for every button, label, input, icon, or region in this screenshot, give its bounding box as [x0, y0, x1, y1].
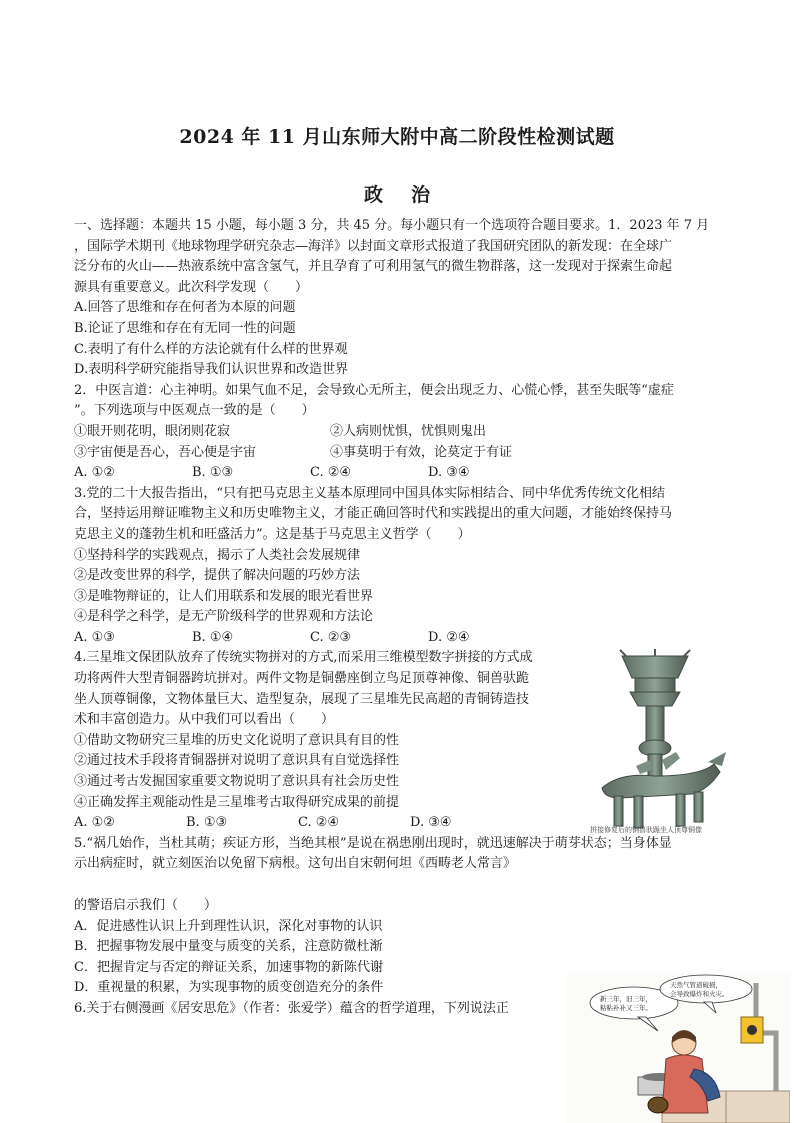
bubble-left-line-1: 新三年，旧三年，	[600, 995, 652, 1003]
q4-stem-line: 坐人顶尊铜像，文物体量巨大、造型复杂，展现了三星堆先民高超的青铜铸造技	[74, 691, 530, 707]
q2-stem-line: ”。下列选项与中医观点一致的是（ ）	[74, 403, 315, 419]
q3-item: ①坚持科学的实践观点，揭示了人类社会发展规律	[74, 547, 361, 563]
q3-answer-b: B. ①④	[192, 629, 234, 645]
q5-stem-line: 的警语启示我们（ ）	[74, 898, 218, 913]
q4-answer-b: B. ①③	[186, 815, 228, 831]
q1-option-b: B.论证了思维和存在有无同一性的问题	[74, 320, 296, 336]
bubble-right-line-2: 会导致爆炸和火灾。	[670, 990, 729, 998]
q4-answer-c: C. ②④	[298, 815, 340, 831]
intro-line: 泛分布的火山——热液系统中富含氢气，并且孕育了可利用氢气的微生物群落，这一发现对于探索生命起	[74, 259, 673, 275]
q3-answers-row	[74, 628, 786, 649]
bronze-figure-caption: 拼接修复后的铜兽驮跪坐人顶尊铜像	[590, 826, 702, 834]
page-title: 2024 年 11 月山东师大附中高二阶段性检测试题	[179, 126, 615, 148]
q5-option-b: B．把握事物发展中量变与质变的关系，注意防微杜渐	[74, 939, 383, 955]
q1-option-a: A.回答了思维和存在何者为本原的问题	[74, 300, 296, 316]
intro-line: 源具有重要意义。此次科学发现（ ）	[74, 279, 309, 295]
q4-stem-line: 4.三星堆文保团队放弃了传统实物拼对的方式,而采用三维模型数字拼接的方式成	[74, 650, 533, 666]
q2-item: ④事莫明于有效，论莫定于有证	[330, 444, 513, 460]
q2-items-row	[74, 443, 786, 464]
q3-stem-line: 3.党的二十大报告指出，“只有把马克思主义基本原理同中国具体实际相结合、同中华优秀传统文化相结	[74, 485, 666, 501]
q4-answer-d: D. ③④	[410, 815, 452, 831]
q2-answer-d: D. ③④	[428, 465, 470, 481]
q3-item: ④是科学之科学，是无产阶级科学的世界观和方法论	[74, 609, 374, 625]
q2-items-row	[74, 422, 786, 443]
q4-item: ①借助文物研究三星堆的历史文化说明了意识具有目的性	[74, 732, 400, 748]
q2-item: ②人病则忧惧，忧惧则鬼出	[330, 423, 487, 439]
q2-item: ③宇宙便是吾心，吾心便是宇宙	[74, 444, 257, 460]
q3-answer-d: D. ②④	[428, 629, 470, 645]
q3-answer-c: C. ②③	[310, 629, 352, 645]
cartoon-image	[566, 973, 790, 1123]
q2-answer-a: A. ①②	[74, 465, 115, 481]
question-3	[74, 484, 786, 649]
q3-item: ③是唯物辩证的，让人们用联系和发展的眼光看世界	[74, 588, 374, 604]
q2-answers-row	[74, 463, 786, 484]
q2-item: ①眼开则花明，眼闭则花寂	[74, 423, 231, 439]
q5-option-c: C．把握肯定与否定的辩证关系，加速事物的新陈代谢	[74, 959, 383, 975]
q5-option-a: A．促进感性认识上升到理性认识，深化对事物的认识	[74, 918, 383, 934]
question-2	[74, 381, 786, 484]
q3-stem-line: 合，坚持运用辩证唯物主义和历史唯物主义，才能正确回答时代和实践提出的重大问题，才能始终保持马	[74, 506, 673, 522]
q3-answer-a: A. ①③	[74, 629, 115, 645]
q6-stem: 6.关于右侧漫画《居安思危》（作者：张爱学）蕴含的哲学道理，下列说法正	[74, 1000, 509, 1016]
q2-answer-b: B. ①③	[192, 465, 234, 481]
question-1	[74, 216, 786, 381]
q2-stem-line: 2．中医言道：心主神明。如果气血不足，会导致心无所主，便会出现乏力、心慌心悸，甚至失眠等“虚症	[74, 382, 674, 398]
q5-option-d: D．重视量的积累，为实现事物的质变创造充分的条件	[74, 980, 384, 996]
subject-title: 政治	[363, 184, 458, 206]
bronze-artifact-image	[580, 648, 730, 838]
intro-line: ，国际学术期刊《地球物理学研究杂志—海洋》以封面文章形式报道了我国研究团队的新发现：在全球广	[74, 238, 673, 254]
exam-content	[74, 216, 786, 1020]
q4-answer-a: A. ①②	[74, 815, 115, 831]
intro-line: 一、选择题：本题共 15 小题，每小题 3 分，共 45 分。每小题只有一个选项符合题目要求。1．2023 年 7 月	[74, 218, 710, 233]
q2-answer-c: C. ②④	[310, 465, 352, 481]
q4-item: ②通过技术手段将青铜器拼对说明了意识具有自觉选择性	[74, 753, 400, 769]
q5-stem-line: 5.“祸几始作，当杜其萌；疾证方形，当绝其根”是说在祸患刚出现时，就迅速解决于萌芽状态；当身体显	[74, 835, 672, 851]
q1-option-d: D.表明科学研究能指导我们认识世界和改造世界	[74, 362, 349, 378]
q3-item: ②是改变世界的科学，提供了解决问题的巧妙方法	[74, 568, 361, 584]
q4-item: ③通过考古发掘国家重要文物说明了意识具有社会历史性	[74, 774, 400, 790]
bubble-left-line-2: 粘粘补补又三年。	[600, 1004, 652, 1012]
q3-stem-line: 克思主义的蓬勃生机和旺盛活力”。这是基于马克思主义哲学（ ）	[74, 526, 471, 542]
q1-option-c: C.表明了有什么样的方法论就有什么样的世界观	[74, 341, 348, 357]
q5-stem-line: 示出病症时，就立刻医治以免留下病根。这句出自宋朝何坦《西畴老人常言》	[74, 856, 517, 872]
q4-item: ④正确发挥主观能动性是三星堆考古取得研究成果的前提	[74, 794, 400, 810]
q4-stem-line: 功将两件大型青铜器跨坑拼对。两件文物是铜罍座倒立鸟足顶尊神像、铜兽驮跪	[74, 671, 530, 687]
bubble-right-line-1: 天然气管道破损，	[670, 981, 722, 989]
q4-stem-line: 术和丰富创造力。从中我们可以看出（ ）	[74, 712, 335, 728]
